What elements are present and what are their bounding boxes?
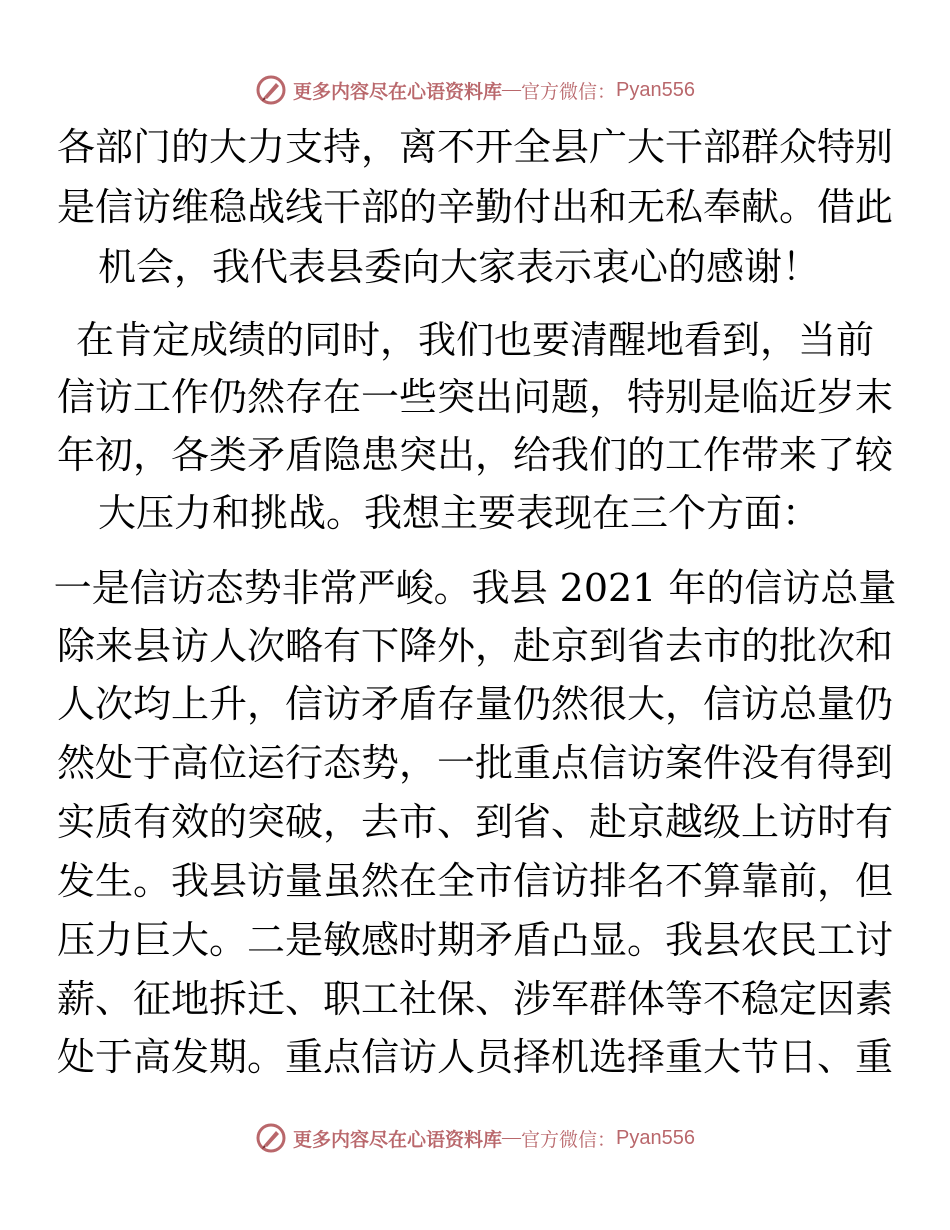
header-wechat-id: Pyan556 <box>616 78 695 101</box>
body-line: 信访工作仍然存在一些突出问题，特别是临近岁末 <box>56 375 893 419</box>
body-line: 实质有效的突破，去市、到省、赴京越级上访时有 <box>56 800 893 844</box>
body-line: 是信访维稳战线干部的辛勤付出和无私奉献。借此 <box>56 185 893 229</box>
body-line: 在肯定成绩的同时，我们也要清醒地看到，当前 <box>75 318 874 362</box>
body-line: 除来县访人次略有下降外，赴京到省去市的批次和 <box>56 624 893 668</box>
footer-separator: — <box>502 1127 522 1148</box>
body-line: 年初，各类矛盾隐患突出，给我们的工作带来了较 <box>56 433 893 477</box>
body-line: 人次均上升，信访矛盾存量仍然很大，信访总量仍 <box>56 682 893 726</box>
body-line: 薪、征地拆迁、职工社保、涉军群体等不稳定因素 <box>56 977 893 1021</box>
footer-brand: 更多内容尽在心语资料库 <box>293 1128 503 1151</box>
body-line: 一是信访态势非常严峻。我县 2021 年的信访总量 <box>53 566 897 610</box>
body-line: 发生。我县访量虽然在全市信访排名不算靠前，但 <box>56 859 893 903</box>
pen-logo-icon <box>255 1122 287 1154</box>
header-separator: — <box>502 79 522 100</box>
body-line: 各部门的大力支持，离不开全县广大干部群众特别 <box>56 125 893 169</box>
body-line: 然处于高位运行态势，一批重点信访案件没有得到 <box>56 741 893 785</box>
body-line: 处于高发期。重点信访人员择机选择重大节日、重 <box>56 1035 893 1079</box>
body-line: 机会，我代表县委向大家表示衷心的感谢！ <box>98 245 821 289</box>
header-brand: 更多内容尽在心语资料库 <box>293 80 503 103</box>
body-line: 压力巨大。二是敏感时期矛盾凸显。我县农民工讨 <box>56 918 893 962</box>
body-line: 大压力和挑战。我想主要表现在三个方面： <box>98 491 821 535</box>
header-wechat-label: 官方微信： <box>521 80 617 103</box>
pen-logo-icon <box>255 74 287 106</box>
header-watermark <box>0 70 950 110</box>
footer-watermark <box>0 1118 950 1158</box>
footer-wechat-id: Pyan556 <box>616 1126 695 1149</box>
footer-wechat-label: 官方微信： <box>521 1128 617 1151</box>
